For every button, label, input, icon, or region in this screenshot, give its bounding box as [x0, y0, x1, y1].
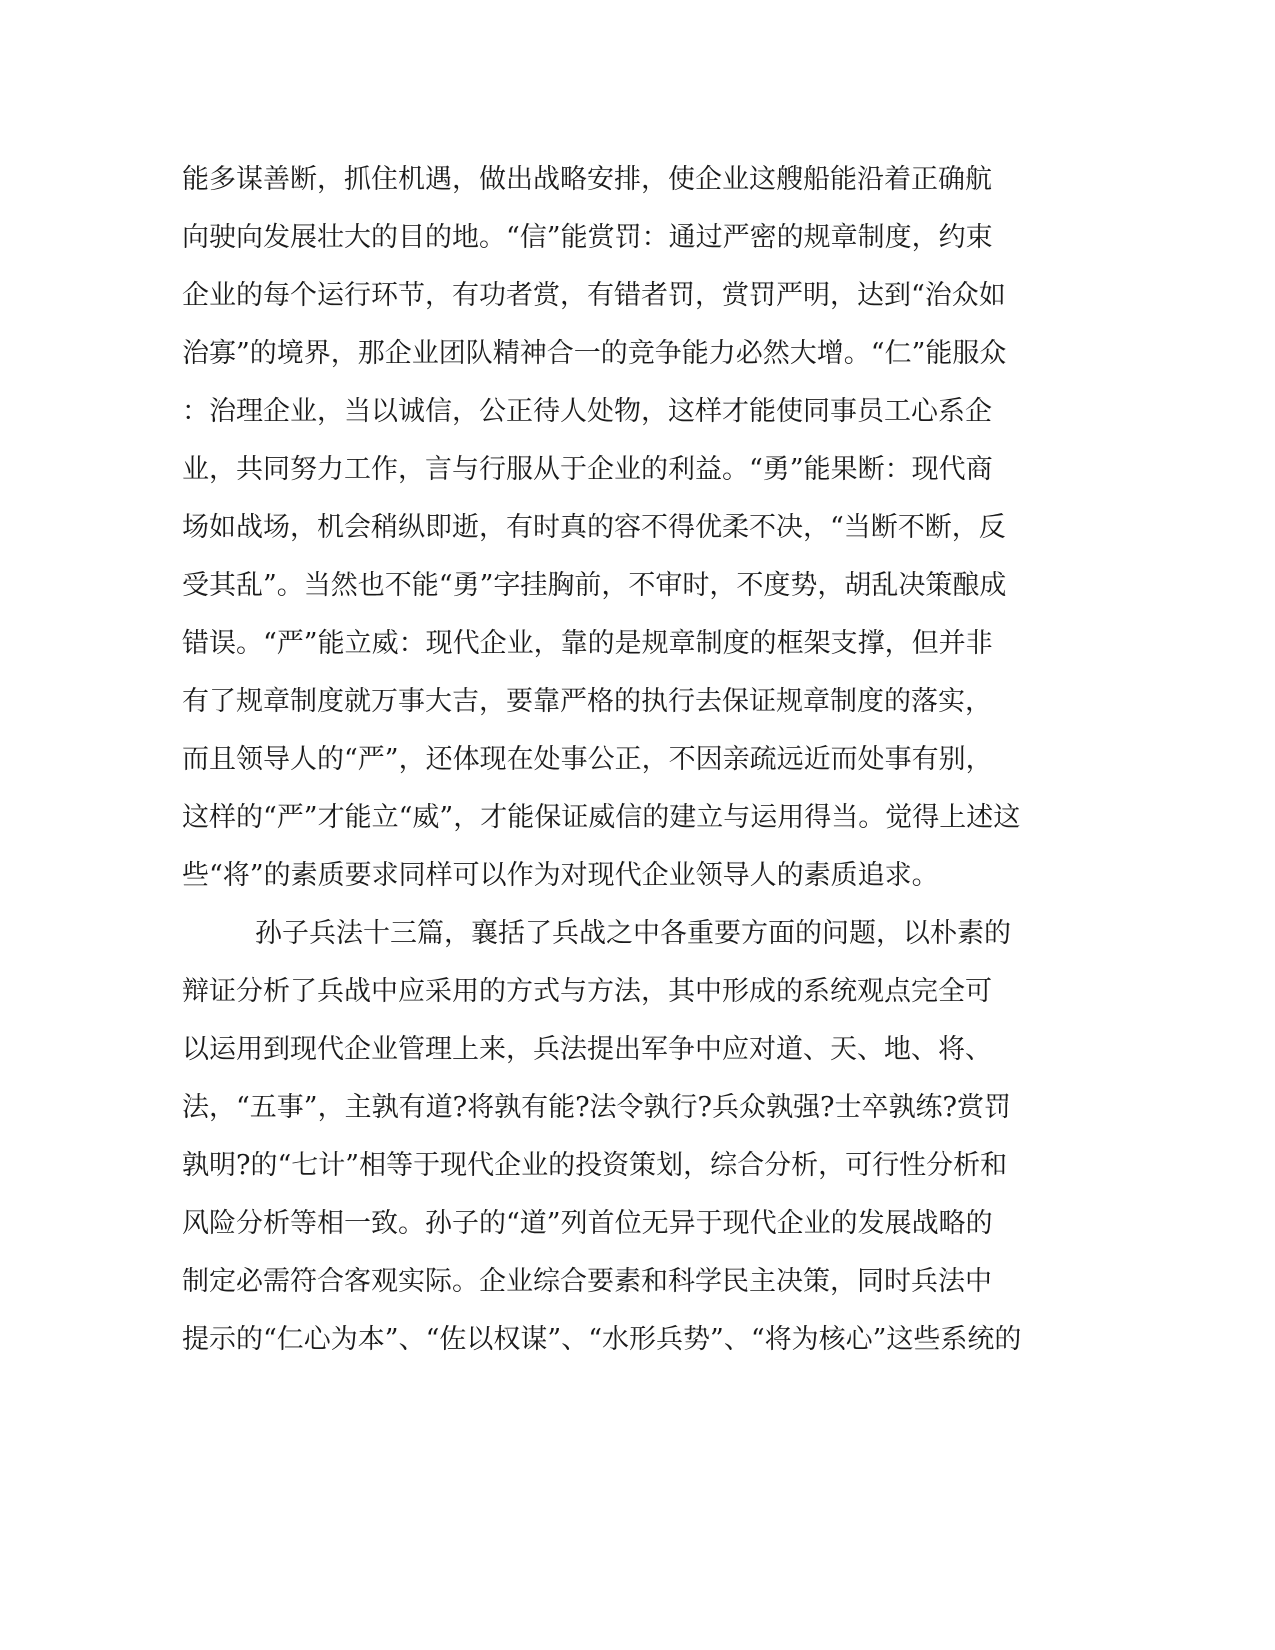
text-line: 辩证分析了兵战中应采用的方式与方法，其中形成的系统观点完全可	[182, 976, 992, 1007]
text-line: 些“将”的素质要求同样可以作为对现代企业领导人的素质追求。	[182, 860, 939, 891]
text-line: 以运用到现代企业管理上来，兵法提出军争中应对道、天、地、将、	[182, 1034, 992, 1065]
text-line: ：治理企业，当以诚信，公正待人处物，这样才能使同事员工心系企	[182, 396, 992, 427]
text-line: 提示的“仁心为本”、“佐以权谋”、“水形兵势”、“将为核心”这些系统的	[182, 1324, 1022, 1355]
text-line: 风险分析等相一致。孙子的“道”列首位无异于现代企业的发展战略的	[182, 1208, 993, 1239]
text-line: 治寡”的境界，那企业团队精神合一的竞争能力必然大增。“仁”能服众	[182, 338, 1007, 369]
text-line: 向驶向发展壮大的目的地。“信”能赏罚：通过严密的规章制度，约束	[182, 222, 993, 253]
text-line: 法，“五事”，主孰有道?将孰有能?法令孰行?兵众孰强?士卒孰练?赏罚	[182, 1092, 1011, 1123]
text-line: 企业的每个运行环节，有功者赏，有错者罚，赏罚严明，达到“治众如	[182, 280, 1006, 311]
body-text	[182, 151, 1032, 1369]
text-line: 能多谋善断，抓住机遇，做出战略安排，使企业这艘船能沿着正确航	[182, 164, 992, 195]
text-line: 这样的“严”才能立“威”，才能保证威信的建立与运用得当。觉得上述这	[182, 802, 1021, 833]
paragraph-first-line: 孙子兵法十三篇，襄括了兵战之中各重要方面的问题，以朴素的	[255, 918, 1011, 949]
text-line: 孰明?的“七计”相等于现代企业的投资策划，综合分析，可行性分析和	[182, 1150, 1008, 1181]
text-line: 受其乱”。当然也不能“勇”字挂胸前，不审时，不度势，胡乱决策酿成	[182, 570, 1007, 601]
text-line: 而且领导人的“严”，还体现在处事公正，不因亲疏远近而处事有别，	[182, 744, 993, 775]
text-line: 错误。“严”能立威：现代企业，靠的是规章制度的框架支撑，但并非	[182, 628, 993, 659]
text-line: 有了规章制度就万事大吉，要靠严格的执行去保证规章制度的落实，	[182, 686, 992, 717]
text-line: 场如战场，机会稍纵即逝，有时真的容不得优柔不决，“当断不断，反	[182, 512, 1006, 543]
text-line: 业，共同努力工作，言与行服从于企业的利益。“勇”能果断：现代商	[182, 454, 993, 485]
text-line: 制定必需符合客观实际。企业综合要素和科学民主决策，同时兵法中	[182, 1266, 992, 1297]
